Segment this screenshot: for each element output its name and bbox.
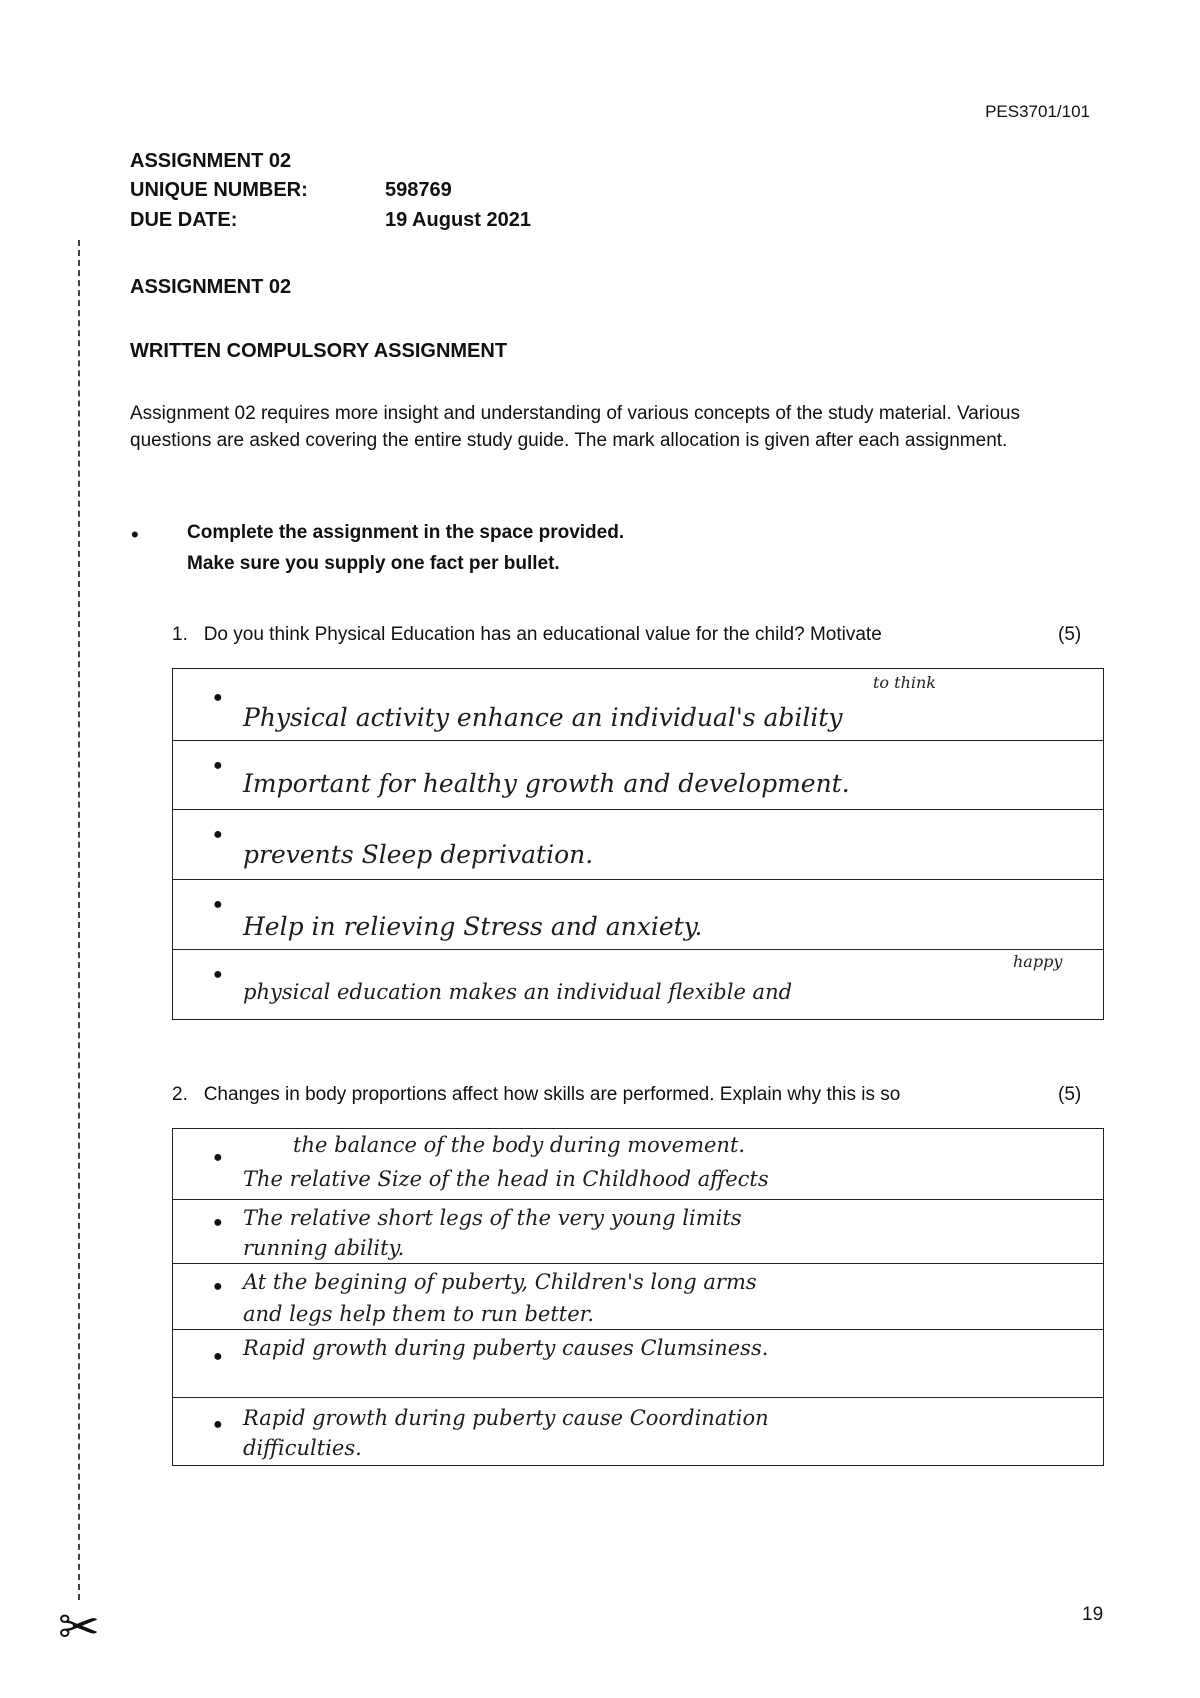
written-heading: WRITTEN COMPULSORY ASSIGNMENT — [130, 340, 508, 362]
instruction-bullet: • — [131, 522, 139, 547]
answer-row — [173, 1397, 1103, 1468]
question-text: Do you think Physical Education has an educational value for the child? Motivate — [203, 624, 882, 645]
course-code: PES3701/101 — [985, 102, 1090, 121]
answer-box-1 — [172, 668, 1104, 1020]
question-number: 2. — [172, 1084, 188, 1105]
question-2 — [172, 1084, 900, 1106]
instruction-line-2: Make sure you supply one fact per bullet. — [187, 553, 560, 574]
answer-row — [173, 669, 1103, 740]
question-text: Changes in body proportions affect how skills are performed. Explain why this is so — [203, 1084, 901, 1105]
answer-row — [173, 1199, 1103, 1264]
answer-text: Important for healthy growth and development. — [243, 769, 850, 798]
answer-row — [173, 879, 1103, 950]
answer-row — [173, 1263, 1103, 1330]
answer-bullet: ● — [213, 1348, 223, 1365]
answer-bullet: ● — [213, 966, 223, 983]
answer-bullet: ● — [213, 1149, 223, 1166]
answer-annotation: happy — [1013, 952, 1063, 971]
assignment-label: ASSIGNMENT 02 — [130, 150, 292, 172]
instruction-line-1: Complete the assignment in the space provided. — [187, 522, 625, 543]
answer-bullet: ● — [213, 689, 223, 706]
answer-annotation: to think — [873, 673, 936, 692]
answer-row — [173, 1129, 1103, 1199]
unique-number-label: UNIQUE NUMBER: — [130, 179, 308, 201]
scissors-icon: ✂ — [58, 1599, 100, 1655]
answer-text-line-2: and legs help them to run better. — [243, 1302, 595, 1326]
due-date-value: 19 August 2021 — [385, 209, 531, 231]
answer-text-line-1: Rapid growth during puberty causes Clumsiness. — [243, 1336, 769, 1360]
answer-text: prevents Sleep deprivation. — [243, 840, 594, 869]
question-number: 1. — [172, 624, 188, 645]
intro-text: Assignment 02 requires more insight and understanding of various concepts of the study material. Various questions are asked covering the entire study guide. The mark allocation is given after each assignment. — [130, 403, 1020, 451]
question-1-marks: (5) — [1058, 624, 1082, 645]
answer-bullet: ● — [213, 1214, 223, 1231]
answer-box-2 — [172, 1128, 1104, 1466]
answer-row — [173, 1329, 1103, 1398]
answer-row — [173, 809, 1103, 880]
question-1 — [172, 624, 882, 646]
answer-bullet: ● — [213, 1278, 223, 1295]
unique-number-value: 598769 — [385, 179, 452, 201]
answer-text: Help in relieving Stress and anxiety. — [243, 912, 703, 941]
answer-text-line-1: At the begining of puberty, Children's long arms — [243, 1270, 757, 1294]
question-2-marks: (5) — [1058, 1084, 1082, 1105]
answer-text-line-2: difficulties. — [243, 1436, 362, 1460]
answer-bullet: ● — [213, 826, 223, 843]
answer-text-line-1: the balance of the body during movement. — [293, 1133, 746, 1157]
answer-bullet: ● — [213, 896, 223, 913]
assignment-heading: ASSIGNMENT 02 — [130, 276, 292, 298]
answer-row — [173, 949, 1103, 1020]
cut-line — [78, 240, 80, 1600]
page-number: 19 — [1082, 1604, 1104, 1625]
answer-text: physical education makes an individual flexible and — [243, 980, 793, 1004]
answer-text-line-2: The relative Size of the head in Childhood affects — [243, 1167, 769, 1191]
answer-text: Physical activity enhance an individual's ability — [243, 703, 843, 732]
answer-bullet: ● — [213, 757, 223, 774]
answer-row — [173, 740, 1103, 810]
answer-bullet: ● — [213, 1416, 223, 1433]
answer-text-line-1: Rapid growth during puberty cause Coordination — [243, 1406, 769, 1430]
answer-text-line-1: The relative short legs of the very young limits — [243, 1206, 742, 1230]
answer-text-line-2: running ability. — [243, 1236, 405, 1260]
due-date-label: DUE DATE: — [130, 209, 238, 231]
